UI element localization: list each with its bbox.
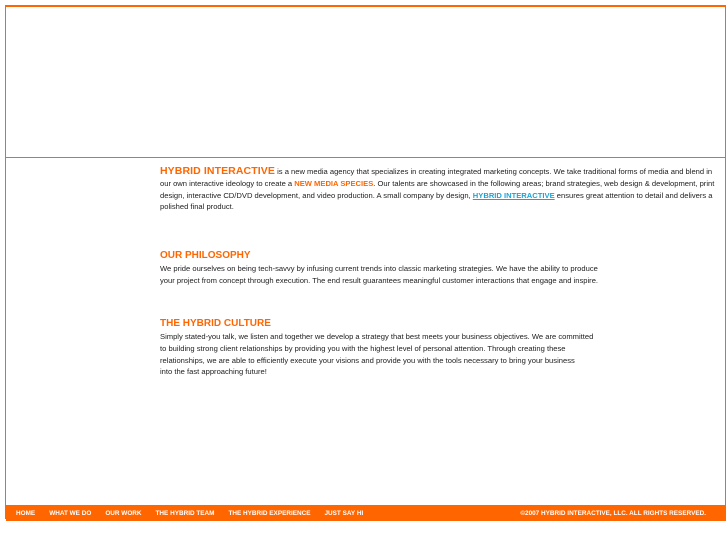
philosophy-line-1: We pride ourselves on being tech-savvy by infusing current trends into classic marketing strategies. We have the ability to produce xyxy=(160,264,598,273)
culture-line-2: to building strong client relationships by providing you with the highest level of personal attention. Through creating these xyxy=(160,343,566,353)
intro-highlight: NEW MEDIA SPECIES xyxy=(294,178,374,188)
culture-line-4: into the fast approaching future! xyxy=(160,367,267,377)
nav-home[interactable]: HOME xyxy=(16,509,36,517)
nav-the-hybrid-team[interactable]: THE HYBRID TEAM xyxy=(155,509,215,517)
footer-bar xyxy=(6,505,726,521)
header-divider xyxy=(6,157,726,158)
culture-line-3: relationships, we are able to efficiently execute your visions and provide you with the tools necessary to bring your business xyxy=(160,355,575,365)
intro-text-1: is a new media agency that specializes in creating integrated marketing concepts. We take traditional forms of media and blend in our own interactive ideology to create a xyxy=(160,167,713,188)
intro-brand-name: HYBRID INTERACTIVE xyxy=(160,165,275,177)
culture-section xyxy=(160,318,620,378)
nav-what-we-do[interactable]: WHAT WE DO xyxy=(49,509,92,517)
intro-text-3: ensures great attention to detail and delivers a polished final product. xyxy=(160,190,713,212)
philosophy-section xyxy=(160,250,620,287)
philosophy-line-2: your project from concept through execution. The end result guarantees meaningful customer interactions that engage and inspire. xyxy=(160,275,599,285)
culture-title: THE HYBRID CULTURE xyxy=(160,318,271,329)
philosophy-title: OUR PHILOSOPHY xyxy=(160,250,251,261)
footer-nav xyxy=(6,505,367,521)
nav-our-work[interactable]: OUR WORK xyxy=(105,509,142,517)
culture-line-1: Simply stated-you talk, we listen and together we develop a strategy that best meets your business objectives. We are committed xyxy=(160,332,594,341)
intro-text-2: . Our talents are showcased in the following areas; brand strategies, web design & development, print design, interactive CD/DVD development, and video production. A small company by design, xyxy=(160,178,715,200)
nav-just-say-hi[interactable]: JUST SAY HI xyxy=(324,509,364,517)
copyright-notice: ©2007 HYBRID INTERACTIVE, LLC. ALL RIGHTS RESERVED. xyxy=(520,509,706,517)
nav-the-hybrid-experience[interactable]: THE HYBRID EXPERIENCE xyxy=(228,509,311,517)
header-banner xyxy=(6,7,725,157)
hybrid-interactive-link[interactable]: HYBRID INTERACTIVE xyxy=(472,190,555,200)
intro-section xyxy=(160,166,723,213)
intro-paragraph xyxy=(160,166,723,213)
